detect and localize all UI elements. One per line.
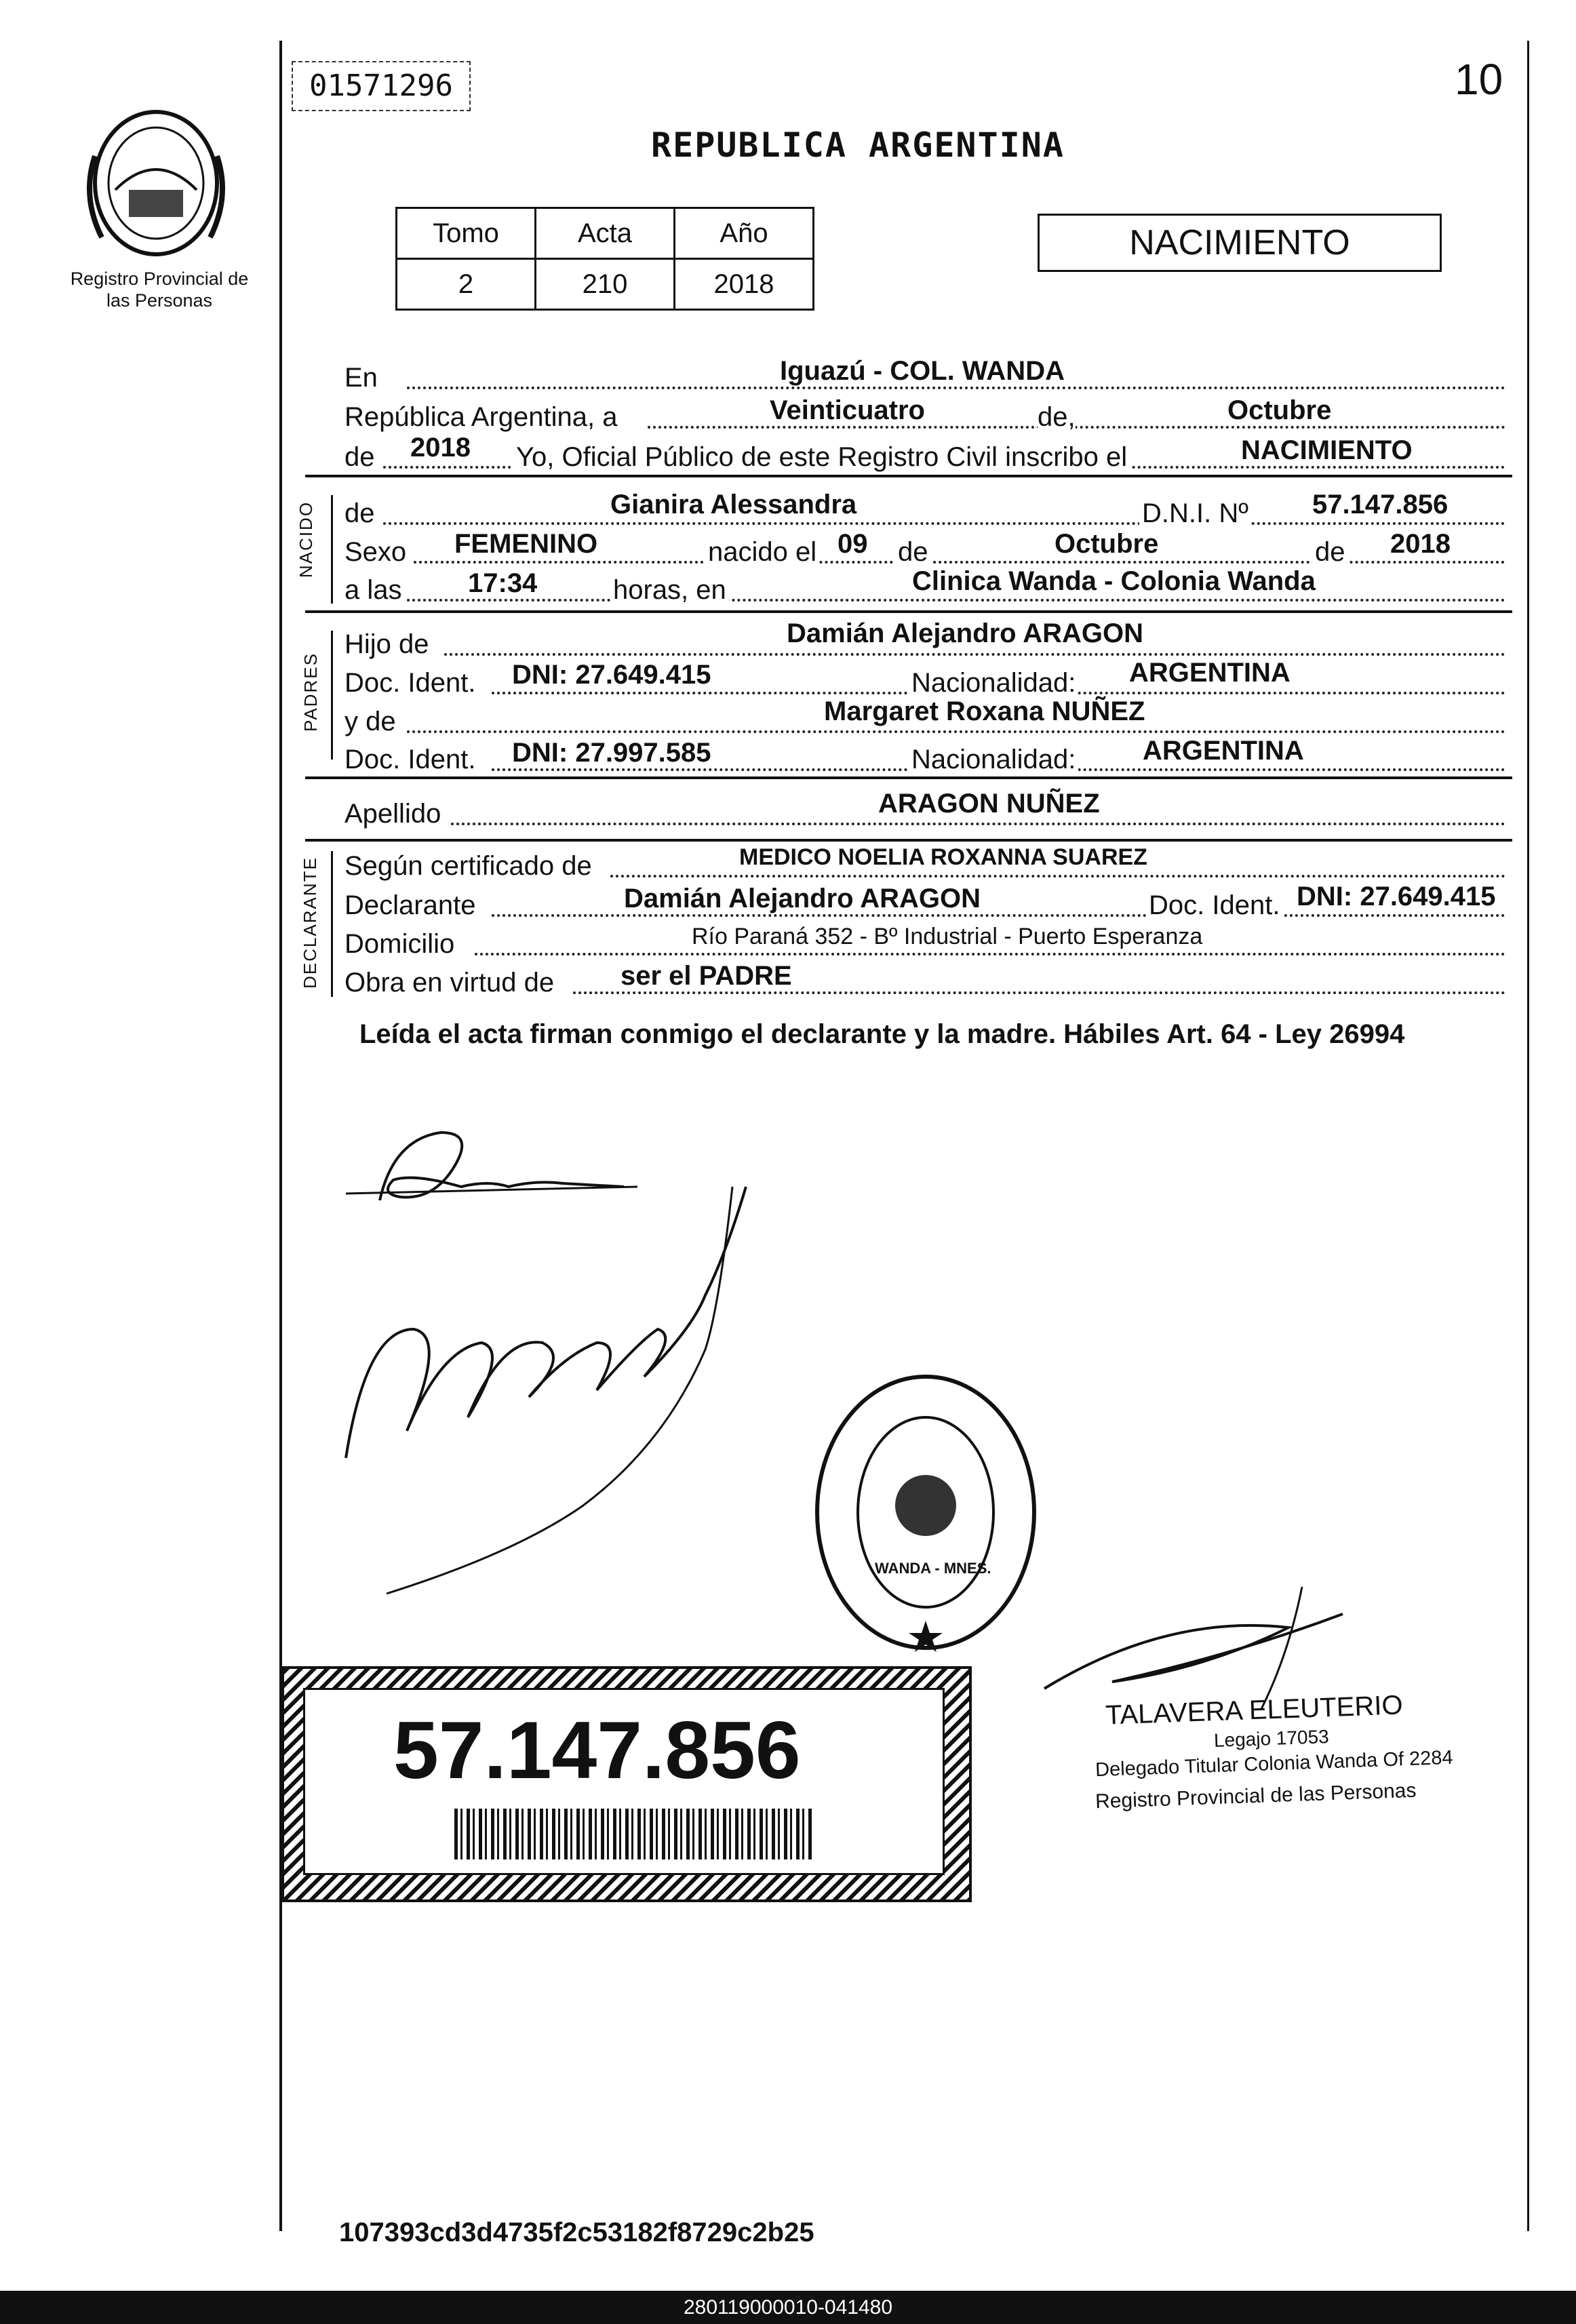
father-name: Damián Alejandro ARAGON (787, 618, 1143, 648)
barcode-panel (281, 1666, 972, 1902)
left-margin-line (279, 41, 282, 2231)
barcode-inner (303, 1688, 945, 1875)
footer-code: 280119000010-041480 (683, 2296, 893, 2319)
child-name: Gianira Alessandra (610, 490, 857, 519)
divider (305, 776, 1512, 779)
nacido-section-label: NACIDO (296, 500, 317, 578)
mother-nationality: ARGENTINA (1143, 736, 1304, 766)
hijo-label: Hijo de (344, 629, 429, 659)
nacido-label: nacido el (705, 537, 819, 568)
child-dni: 57.147.856 (1312, 490, 1449, 519)
dots (573, 991, 1505, 994)
nac-label: Nacionalidad: (909, 668, 1078, 698)
year-value: 2018 (410, 433, 471, 462)
en-label: En (344, 363, 378, 393)
mother-doc: DNI: 27.997.585 (512, 738, 711, 768)
tomo-acta-table (395, 207, 814, 311)
official-name: TALAVERA ELEUTERIO (1105, 1690, 1404, 1731)
dots (444, 653, 1505, 656)
domicilio-label: Domicilio (344, 929, 455, 959)
dni-label: D.N.I. Nº (1139, 498, 1251, 529)
official-legajo: Legajo 17053 (1213, 1726, 1330, 1751)
obra-value: ser el PADRE (620, 961, 792, 991)
table-cell: 2018 (675, 259, 814, 310)
document-hash: 107393cd3d4735f2c53182f8729c2b25 (339, 2218, 814, 2247)
closing-text: Leída el acta firman conmigo el declarante y la madre. Hábiles Art. 64 - Ley 26994 (359, 1019, 1405, 1049)
footer-bar (0, 2291, 1576, 2324)
apellido-label: Apellido (344, 799, 441, 829)
birth-day: 09 (838, 529, 868, 559)
table-header: Acta (536, 208, 675, 259)
seal-label: Registro Provincial de las Personas (70, 269, 249, 311)
seal-icon (75, 102, 237, 264)
dots (492, 914, 1505, 917)
republica-label: República Argentina, a (344, 402, 618, 432)
yde-label: y de (344, 707, 396, 736)
page-number: 10 (1455, 55, 1503, 104)
divider (305, 475, 1512, 477)
page-title: REPUBLICA ARGENTINA (651, 125, 1065, 165)
dots (407, 730, 1505, 733)
sexo-label: Sexo (344, 537, 407, 567)
doc-label: Doc. Ident. (1146, 890, 1282, 921)
declarante-label: Declarante (344, 890, 476, 920)
table-header: Año (675, 208, 814, 259)
certificado-value: MEDICO NOELIA ROXANNA SUAREZ (739, 844, 1147, 870)
stamp-bottom: WANDA - MNES. (875, 1560, 991, 1577)
mother-name: Margaret Roxana NUÑEZ (824, 696, 1145, 726)
nac-label: Nacionalidad: (909, 745, 1078, 775)
horas-label: horas, en (610, 575, 729, 606)
declarante-value: Damián Alejandro ARAGON (624, 884, 981, 913)
official-role: Delegado Titular Colonia Wanda Of 2284 (1095, 1746, 1454, 1781)
obra-label: Obra en virtud de (344, 968, 555, 998)
de-label: de (344, 442, 375, 472)
birth-place: Clinica Wanda - Colonia Wanda (912, 566, 1316, 596)
sexo-value: FEMENINO (454, 529, 598, 559)
de-label: de (344, 498, 375, 528)
table-cell: 210 (536, 259, 675, 310)
dots (407, 387, 1505, 389)
section-bar (331, 495, 333, 604)
dots (475, 953, 1505, 956)
stamp-icon (810, 1370, 1041, 1655)
apellido-value: ARAGON NUÑEZ (878, 789, 1100, 819)
dots (407, 599, 1505, 602)
certificado-label: Según certificado de (344, 851, 592, 881)
signature-2 (326, 1173, 841, 1600)
birth-time: 17:34 (468, 568, 538, 598)
divider (305, 610, 1512, 613)
table-header: Tomo (397, 208, 536, 259)
serial-number: 01571296 (292, 61, 471, 111)
official-office: Registro Provincial de las Personas (1095, 1779, 1417, 1813)
act-type-box: NACIMIENTO (1038, 214, 1442, 272)
de-label: de, (1038, 402, 1076, 432)
father-doc: DNI: 27.649.415 (512, 660, 711, 690)
inscribo-value: NACIMIENTO (1241, 435, 1413, 465)
birth-month: Octubre (1055, 529, 1159, 559)
section-bar (331, 851, 333, 997)
month-value: Octubre (1227, 395, 1332, 425)
domicilio-value: Río Paraná 352 - Bº Industrial - Puerto Esperanza (692, 924, 1203, 949)
signature-2-text (475, 1322, 605, 1354)
yo-text: Yo, Oficial Público de este Registro Civil inscribo el (512, 442, 1131, 473)
a-las-label: a las (344, 575, 402, 605)
day-word: Veinticuatro (770, 395, 925, 425)
divider (305, 839, 1512, 842)
barcode (454, 1809, 814, 1859)
right-margin-line (1527, 41, 1529, 2231)
birth-year: 2018 (1390, 529, 1451, 559)
declarante-doc: DNI: 27.649.415 (1297, 882, 1496, 911)
dots (383, 522, 1505, 525)
declarante-section-label: DECLARANTE (299, 856, 320, 989)
dots (610, 875, 1505, 878)
table-cell: 2 (397, 259, 536, 310)
signature-icon (326, 1173, 841, 1600)
padres-section-label: PADRES (300, 652, 321, 732)
doc-label: Doc. Ident. (344, 745, 476, 774)
de-label: de (895, 537, 931, 568)
dots (648, 426, 1505, 429)
provincial-seal (75, 102, 237, 264)
doc-label: Doc. Ident. (344, 668, 476, 698)
en-value: Iguazú - COL. WANDA (780, 356, 1065, 386)
registry-stamp (810, 1370, 1041, 1655)
dots (451, 823, 1505, 825)
stamp-text (827, 1370, 1031, 1392)
barcode-number: 57.147.856 (393, 1705, 801, 1796)
section-bar (331, 631, 333, 760)
father-nationality: ARGENTINA (1129, 658, 1291, 688)
de-label: de (1312, 537, 1348, 568)
